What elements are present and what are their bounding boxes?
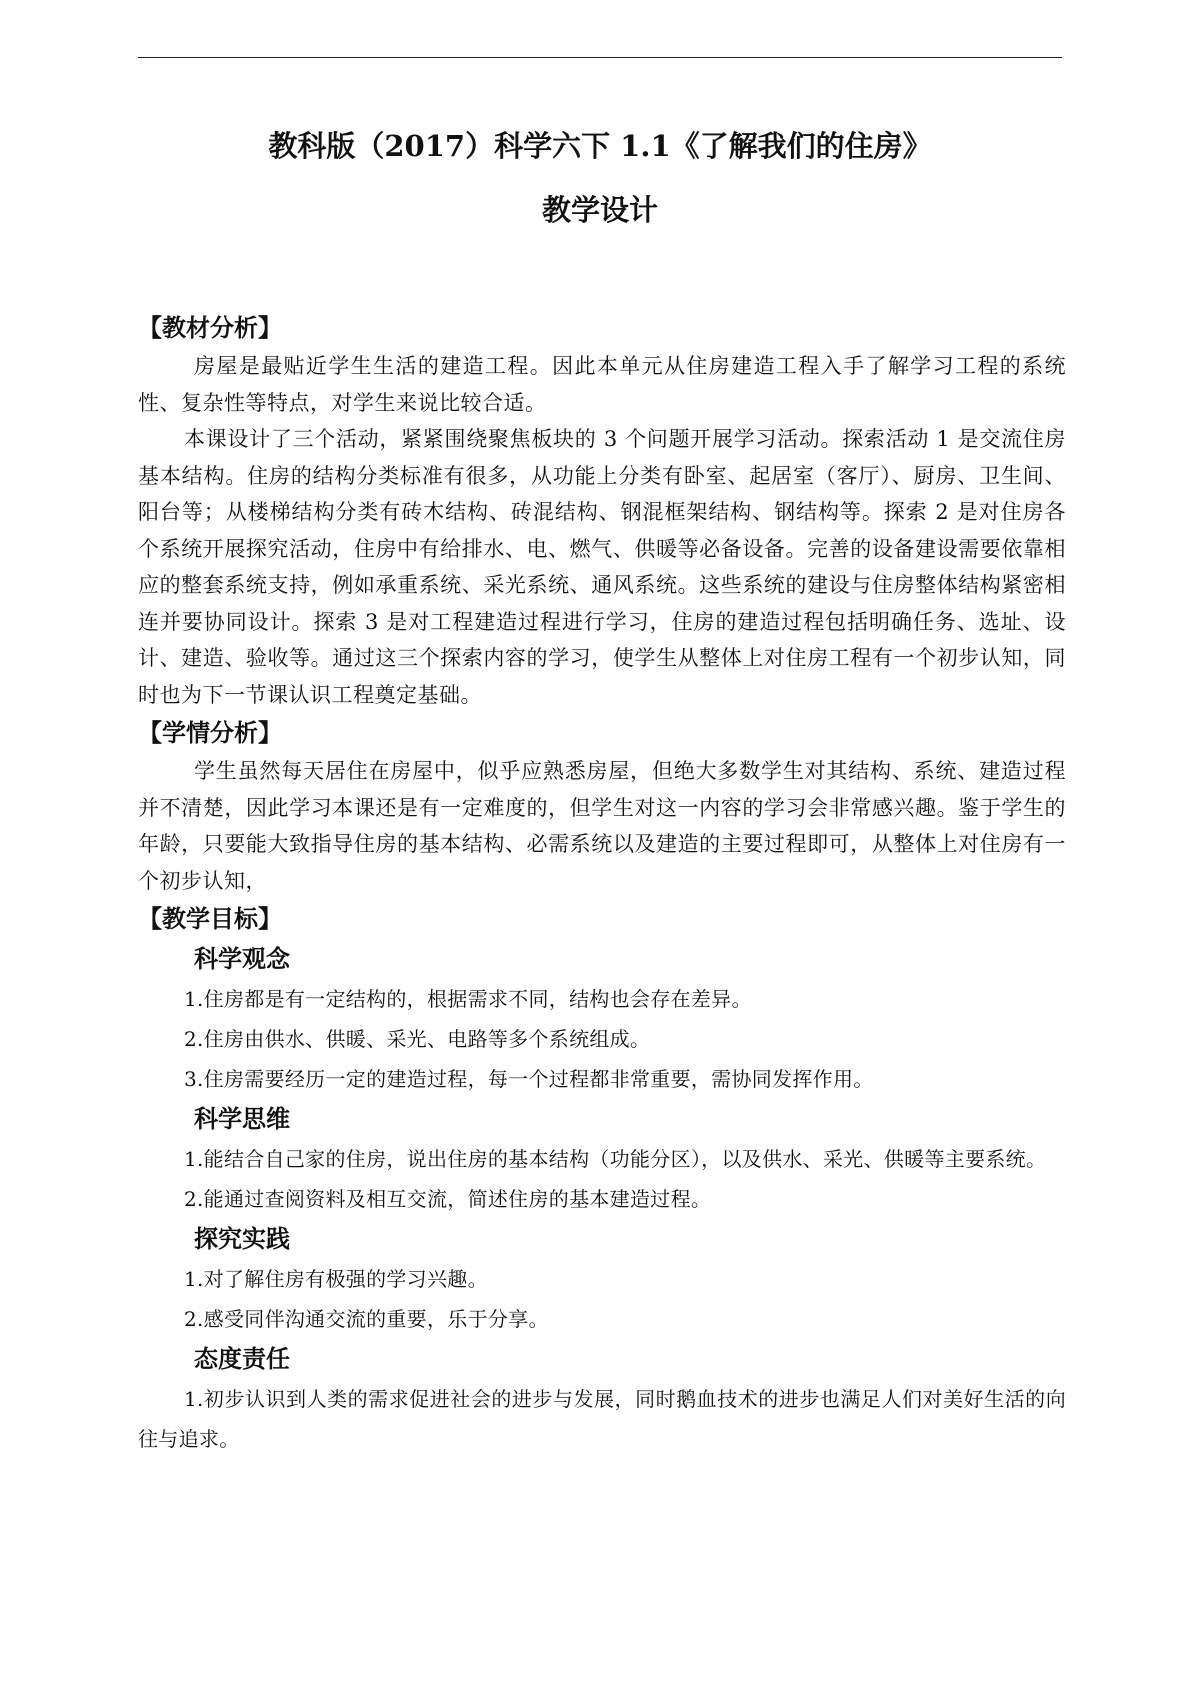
list-item: 2.感受同伴沟通交流的重要，乐于分享。 — [184, 1307, 549, 1331]
list-item: 3.住房需要经历一定的建造过程，每一个过程都非常重要，需协同发挥作用。 — [184, 1067, 874, 1091]
section-heading: 【学情分析】 — [138, 718, 282, 747]
subsection-heading: 态度责任 — [194, 1344, 290, 1373]
list-item: 1.住房都是有一定结构的，根据需求不同，结构也会存在差异。 — [184, 987, 752, 1011]
paragraph: 本课设计了三个活动，紧紧围绕聚焦板块的 3 个问题开展学习活动。探索活动 1 是交流住房基本结构。住房的结构分类标准有很多，从功能上分类有卧室、起居室（客厅）、厨房、卫生间、阳台等；从楼梯结构分类有砖木结构、砖混结构、钢混框架结构、钢结构等。探索 2 是对住房各个系统开展探究活动，住房中有给排水、电、燃气、供暖等必备设备。完善的设备建设需要依靠相应的整套系统支持，例如承重系统、采光系统、通风系统。这些系统的建设与住房整体结构紧密相连并要协同设计。探索 3 是对工程建造过程进行学习，住房的建造过程包括明确任务、选址、设计、建造、验收等。通过这三个探索内容的学习，使学生从整体上对住房工程有一个初步认知，同时也为下一节课认识工程奠定基础。 — [138, 427, 1066, 707]
list-item: 1.能结合自己家的住房，说出住房的基本结构（功能分区），以及供水、采光、供暖等主要系统。 — [184, 1147, 1047, 1171]
subsection-heading: 探究实践 — [194, 1224, 290, 1253]
subsection-heading: 科学思维 — [194, 1104, 290, 1133]
list-item: 1.对了解住房有极强的学习兴趣。 — [184, 1267, 488, 1291]
section-material-analysis — [138, 308, 1066, 713]
section-heading: 【教学目标】 — [138, 904, 282, 933]
section-teaching-goals — [138, 899, 1066, 1459]
document-body — [138, 308, 1066, 1459]
header-rule — [138, 57, 1062, 58]
paragraph: 房屋是最贴近学生生活的建造工程。因此本单元从住房建造工程入手了解学习工程的系统性、复杂性等特点，对学生来说比较合适。 — [138, 354, 1066, 415]
document-title: 教科版（2017）科学六下 1.1《了解我们的住房》 — [268, 129, 932, 163]
list-item: 2.住房由供水、供暖、采光、电路等多个系统组成。 — [184, 1027, 651, 1051]
subsection-heading: 科学观念 — [194, 944, 290, 973]
list-item: 2.能通过查阅资料及相互交流，简述住房的基本建造过程。 — [184, 1187, 712, 1211]
section-heading: 【教材分析】 — [138, 313, 282, 342]
paragraph: 学生虽然每天居住在房屋中，似乎应熟悉房屋，但绝大多数学生对其结构、系统、建造过程并不清楚，因此学习本课还是有一定难度的，但学生对这一内容的学习会非常感兴趣。鉴于学生的年龄，只要能大致指导住房的基本结构、必需系统以及建造的主要过程即可，从整体上对住房有一个初步认知， — [138, 759, 1066, 893]
section-learner-analysis — [138, 713, 1066, 899]
list-item: 1.初步认识到人类的需求促进社会的进步与发展，同时鹅血技术的进步也满足人们对美好生活的向往与追求。 — [138, 1387, 1066, 1451]
document-subtitle: 教学设计 — [541, 193, 658, 227]
